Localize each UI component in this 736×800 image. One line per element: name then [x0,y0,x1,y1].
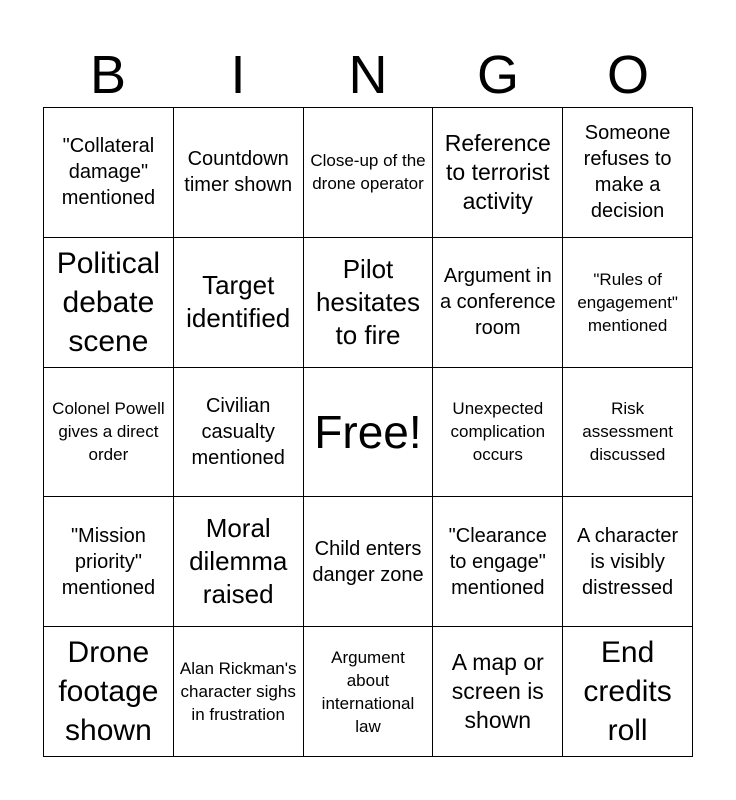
bingo-cell-text: Someone refuses to make a decision [583,122,672,223]
bingo-cell[interactable] [44,627,174,757]
bingo-cell-text: End credits roll [583,636,672,748]
bingo-cell[interactable] [304,627,434,757]
bingo-cell-text: Close-up of the drone operator [310,151,426,194]
header-letter-b: B [89,45,127,105]
bingo-cell[interactable] [433,238,563,368]
bingo-cell-text: Civilian casualty mentioned [191,394,285,469]
bingo-cell[interactable] [174,627,304,757]
bingo-cell-text: Target identified [186,270,291,334]
bingo-cell-text: "Rules of engagement" mentioned [577,269,678,335]
bingo-cell[interactable] [304,497,434,627]
bingo-cell-text: A character is visibly distressed [577,524,679,599]
bingo-cell[interactable] [174,368,304,498]
bingo-cell[interactable] [563,238,693,368]
bingo-cell-text: Countdown timer shown [184,148,293,197]
bingo-cell-text: Unexpected complication occurs [450,399,546,465]
bingo-cell[interactable] [563,108,693,238]
bingo-cell[interactable] [44,238,174,368]
header-letter-g: G [476,45,519,105]
bingo-cell-text: Risk assessment discussed [582,399,673,465]
bingo-cell-text: "Clearance to engage" mentioned [448,524,547,599]
bingo-cell[interactable] [304,238,434,368]
bingo-cell-text: Political debate scene [56,246,161,358]
bingo-cell[interactable] [563,497,693,627]
bingo-cell-text: Colonel Powell gives a direct order [52,399,165,465]
bingo-cell-text: "Mission priority" mentioned [61,524,156,599]
bingo-cell[interactable] [563,627,693,757]
bingo-cell-text: A map or screen is shown [451,649,544,734]
bingo-cell[interactable] [433,497,563,627]
bingo-cell-text: Drone footage shown [58,636,159,748]
bingo-cell-text: Argument in a conference room [439,265,556,340]
bingo-cell[interactable] [433,368,563,498]
header-letter-n: N [348,45,388,105]
bingo-card-grid [43,107,693,757]
bingo-cell[interactable] [304,108,434,238]
bingo-header [43,42,693,108]
bingo-cell-text: Alan Rickman's character sighs in frustration [179,659,297,725]
bingo-cell-text: "Collateral damage" mentioned [61,135,156,210]
bingo-cell-text: Reference to terrorist activity [444,129,551,214]
bingo-cell[interactable] [433,627,563,757]
bingo-cell-text: Child enters danger zone [312,537,424,586]
free-space-text: Free! [314,405,422,458]
header-letter-i: I [230,45,246,105]
bingo-cell[interactable] [174,108,304,238]
bingo-cell[interactable] [433,108,563,238]
free-space-cell[interactable] [304,368,434,498]
bingo-cell[interactable] [563,368,693,498]
bingo-cell-text: Pilot hesitates to fire [315,253,421,350]
header-letter-o: O [606,45,649,105]
bingo-cell[interactable] [44,368,174,498]
bingo-cell[interactable] [44,108,174,238]
bingo-cell[interactable] [44,497,174,627]
bingo-cell[interactable] [174,238,304,368]
bingo-cell-text: Moral dilemma raised [189,513,288,610]
bingo-cell-text: Argument about international law [321,647,415,736]
bingo-cell[interactable] [174,497,304,627]
